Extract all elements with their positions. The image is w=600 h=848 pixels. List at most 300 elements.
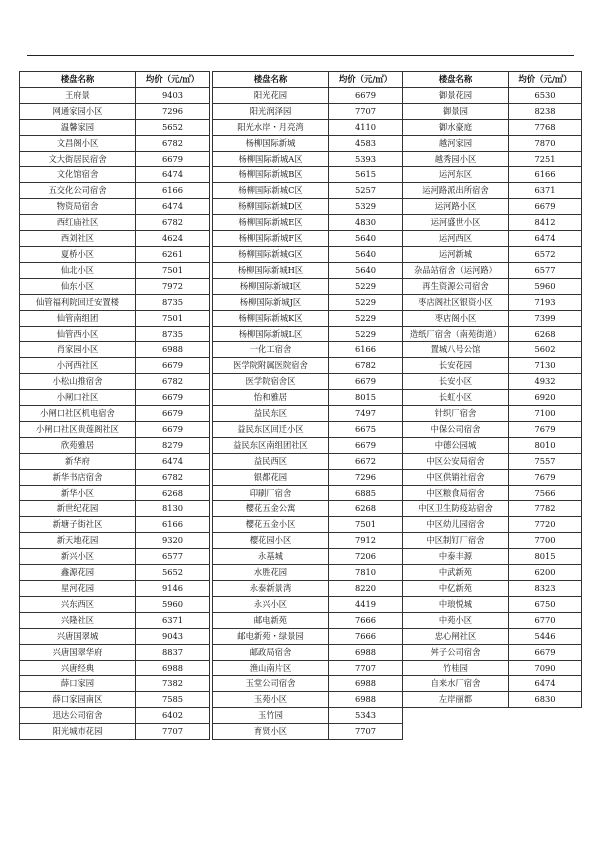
average-price: 7206 <box>329 549 403 565</box>
table-row <box>213 596 403 612</box>
estate-name: 一化工宿舍 <box>213 342 329 358</box>
table-row <box>20 406 210 422</box>
table-row <box>213 183 403 199</box>
table-row <box>403 453 582 469</box>
table-row <box>213 676 403 692</box>
estate-name: 益民东区南组团社区 <box>213 437 329 453</box>
average-price: 4583 <box>329 135 403 151</box>
average-price: 6474 <box>509 231 582 247</box>
estate-name: 长虹小区 <box>403 390 509 406</box>
average-price: 6750 <box>509 596 582 612</box>
table-row <box>20 87 210 103</box>
price-table-column-2 <box>212 71 403 740</box>
table-row <box>213 485 403 501</box>
header-name: 楼盘名称 <box>213 72 329 88</box>
average-price: 5960 <box>136 596 210 612</box>
table-row <box>213 565 403 581</box>
estate-name: 兴唐国翠城 <box>20 628 136 644</box>
average-price: 6782 <box>136 215 210 231</box>
average-price: 6679 <box>136 421 210 437</box>
average-price: 6577 <box>136 549 210 565</box>
average-price: 5640 <box>329 231 403 247</box>
estate-name: 再生资源公司宿舍 <box>403 278 509 294</box>
average-price: 4110 <box>329 119 403 135</box>
average-price: 7193 <box>509 294 582 310</box>
table-row <box>20 342 210 358</box>
table-row <box>403 215 582 231</box>
estate-name: 仙管西小区 <box>20 326 136 342</box>
table-row <box>403 421 582 437</box>
average-price: 5257 <box>329 183 403 199</box>
average-price: 6166 <box>509 167 582 183</box>
estate-name: 益民东区回迁小区 <box>213 421 329 437</box>
table-row <box>213 724 403 740</box>
estate-name: 杨柳国际新城E区 <box>213 215 329 231</box>
average-price: 8010 <box>509 437 582 453</box>
table-row <box>403 151 582 167</box>
average-price: 7296 <box>329 469 403 485</box>
table-row <box>20 469 210 485</box>
table-row <box>213 692 403 708</box>
table-row <box>20 135 210 151</box>
average-price: 6261 <box>136 246 210 262</box>
table-row <box>213 612 403 628</box>
average-price: 6679 <box>136 358 210 374</box>
average-price: 6474 <box>136 167 210 183</box>
average-price: 7399 <box>509 310 582 326</box>
estate-name: 中区供销社宿舍 <box>403 469 509 485</box>
estate-name: 怡和雅居 <box>213 390 329 406</box>
estate-name: 杨柳国际新城J区 <box>213 294 329 310</box>
table-row <box>403 533 582 549</box>
estate-name: 育贤小区 <box>213 724 329 740</box>
average-price: 6679 <box>329 87 403 103</box>
estate-name: 新塘子街社区 <box>20 517 136 533</box>
estate-name: 越秀园小区 <box>403 151 509 167</box>
estate-name: 邮电新苑 <box>213 612 329 628</box>
table-row <box>20 660 210 676</box>
average-price: 7720 <box>509 517 582 533</box>
estate-name: 银都花园 <box>213 469 329 485</box>
table-row <box>20 676 210 692</box>
table-row <box>403 517 582 533</box>
estate-name: 小闸口社区贵莲阁社区 <box>20 421 136 437</box>
estate-name: 运河路小区 <box>403 199 509 215</box>
table-row <box>403 644 582 660</box>
estate-name: 鑫源花园 <box>20 565 136 581</box>
average-price: 7707 <box>329 103 403 119</box>
estate-name: 渔山南片区 <box>213 660 329 676</box>
average-price: 4419 <box>329 596 403 612</box>
average-price: 6166 <box>136 183 210 199</box>
table-row <box>403 199 582 215</box>
average-price: 6988 <box>136 660 210 676</box>
estate-name: 运河盛世小区 <box>403 215 509 231</box>
average-price: 7090 <box>509 660 582 676</box>
table-row <box>403 581 582 597</box>
estate-name: 新世纪花园 <box>20 501 136 517</box>
estate-name: 运河路派出所宿舍 <box>403 183 509 199</box>
average-price: 6988 <box>329 676 403 692</box>
average-price: 4624 <box>136 231 210 247</box>
table-row <box>213 549 403 565</box>
estate-name: 邮电新苑・绿景园 <box>213 628 329 644</box>
average-price: 8279 <box>136 437 210 453</box>
average-price: 4830 <box>329 215 403 231</box>
estate-name: 樱花五金公寓 <box>213 501 329 517</box>
estate-name: 仙北小区 <box>20 262 136 278</box>
estate-name: 玉堂公司宿舍 <box>213 676 329 692</box>
estate-name: 枣店阁社区银资小区 <box>403 294 509 310</box>
estate-name: 运河东区 <box>403 167 509 183</box>
average-price: 5652 <box>136 565 210 581</box>
table-row <box>213 310 403 326</box>
table-row <box>213 660 403 676</box>
average-price: 8735 <box>136 294 210 310</box>
table-row <box>213 87 403 103</box>
table-header-row <box>213 72 403 88</box>
average-price: 5602 <box>509 342 582 358</box>
estate-name: 长安小区 <box>403 374 509 390</box>
table-row <box>213 342 403 358</box>
average-price: 8130 <box>136 501 210 517</box>
estate-name: 中保公司宿舍 <box>403 421 509 437</box>
average-price: 6782 <box>136 135 210 151</box>
estate-name: 永基城 <box>213 549 329 565</box>
estate-name: 文化馆宿舍 <box>20 167 136 183</box>
table-row <box>403 469 582 485</box>
table-row <box>403 596 582 612</box>
table-row <box>20 231 210 247</box>
estate-name: 忠心闸社区 <box>403 628 509 644</box>
table-row <box>213 246 403 262</box>
estate-name: 兴唐经典 <box>20 660 136 676</box>
table-row <box>213 326 403 342</box>
table-row <box>20 724 210 740</box>
average-price: 7251 <box>509 151 582 167</box>
estate-name: 西刘社区 <box>20 231 136 247</box>
table-row <box>213 421 403 437</box>
table-row <box>403 358 582 374</box>
average-price: 5229 <box>329 278 403 294</box>
average-price: 6572 <box>509 246 582 262</box>
average-price: 8220 <box>329 581 403 597</box>
average-price: 6782 <box>136 374 210 390</box>
table-row <box>403 501 582 517</box>
header-name: 楼盘名称 <box>20 72 136 88</box>
average-price: 7566 <box>509 485 582 501</box>
average-price: 7870 <box>509 135 582 151</box>
table-row <box>403 326 582 342</box>
average-price: 7557 <box>509 453 582 469</box>
table-row <box>20 294 210 310</box>
table-row <box>20 628 210 644</box>
estate-name: 温馨家园 <box>20 119 136 135</box>
average-price: 6530 <box>509 87 582 103</box>
average-price: 5229 <box>329 294 403 310</box>
average-price: 7707 <box>136 724 210 740</box>
estate-name: 阳光花园 <box>213 87 329 103</box>
average-price: 6782 <box>329 358 403 374</box>
estate-name: 兴唐国翠华府 <box>20 644 136 660</box>
table-row <box>20 374 210 390</box>
estate-name: 王府景 <box>20 87 136 103</box>
average-price: 7972 <box>136 278 210 294</box>
estate-name: 小闸口社区 <box>20 390 136 406</box>
table-header-row <box>403 72 582 88</box>
table-row <box>20 453 210 469</box>
estate-name: 樱花五金小区 <box>213 517 329 533</box>
estate-name: 杨柳国际新城G区 <box>213 246 329 262</box>
average-price: 6988 <box>136 342 210 358</box>
estate-name: 中德公园城 <box>403 437 509 453</box>
table-row <box>403 390 582 406</box>
table-row <box>20 310 210 326</box>
table-row <box>20 612 210 628</box>
average-price: 6679 <box>509 644 582 660</box>
estate-name: 薛口家园 <box>20 676 136 692</box>
estate-name: 水胜花园 <box>213 565 329 581</box>
average-price: 5393 <box>329 151 403 167</box>
average-price: 7768 <box>509 119 582 135</box>
average-price: 8837 <box>136 644 210 660</box>
average-price: 9043 <box>136 628 210 644</box>
average-price: 5615 <box>329 167 403 183</box>
average-price: 6679 <box>136 151 210 167</box>
table-row <box>213 437 403 453</box>
estate-name: 玉竹园 <box>213 708 329 724</box>
average-price: 7130 <box>509 358 582 374</box>
average-price: 7296 <box>136 103 210 119</box>
average-price: 7501 <box>136 262 210 278</box>
estate-name: 御景园 <box>403 103 509 119</box>
table-row <box>213 215 403 231</box>
table-row <box>213 167 403 183</box>
table-row <box>213 199 403 215</box>
top-rule <box>27 55 574 56</box>
table-row <box>20 517 210 533</box>
average-price: 6679 <box>329 437 403 453</box>
average-price: 6672 <box>329 453 403 469</box>
estate-name: 中区幼儿园宿舍 <box>403 517 509 533</box>
average-price: 6679 <box>509 199 582 215</box>
average-price: 5329 <box>329 199 403 215</box>
estate-name: 枣店阁小区 <box>403 310 509 326</box>
table-row <box>20 215 210 231</box>
estate-name: 杨柳国际新城B区 <box>213 167 329 183</box>
average-price: 8015 <box>509 549 582 565</box>
estate-name: 杨柳国际新城D区 <box>213 199 329 215</box>
table-row <box>213 644 403 660</box>
table-header-row <box>20 72 210 88</box>
average-price: 8238 <box>509 103 582 119</box>
estate-name: 杨柳国际新城H区 <box>213 262 329 278</box>
table-row <box>403 183 582 199</box>
table-row <box>213 533 403 549</box>
table-row <box>20 708 210 724</box>
estate-name: 新华小区 <box>20 485 136 501</box>
estate-name: 新华府 <box>20 453 136 469</box>
table-row <box>20 644 210 660</box>
table-row <box>20 119 210 135</box>
estate-name: 兴东西区 <box>20 596 136 612</box>
table-row <box>20 581 210 597</box>
estate-name: 益民东区 <box>213 406 329 422</box>
table-row <box>213 406 403 422</box>
average-price: 6166 <box>136 517 210 533</box>
estate-name: 医学院宿舍区 <box>213 374 329 390</box>
estate-name: 小河西社区 <box>20 358 136 374</box>
average-price: 6402 <box>136 708 210 724</box>
estate-name: 益民西区 <box>213 453 329 469</box>
table-row <box>213 390 403 406</box>
average-price: 5446 <box>509 628 582 644</box>
table-row <box>403 565 582 581</box>
table-row <box>213 628 403 644</box>
average-price: 9146 <box>136 581 210 597</box>
estate-name: 御水豪庭 <box>403 119 509 135</box>
average-price: 7679 <box>509 469 582 485</box>
estate-name: 玉苑小区 <box>213 692 329 708</box>
estate-name: 长安花园 <box>403 358 509 374</box>
price-table-column-1 <box>19 71 210 740</box>
table-row <box>403 628 582 644</box>
estate-name: 杨柳国际新城I区 <box>213 278 329 294</box>
table-row <box>20 596 210 612</box>
table-row <box>20 421 210 437</box>
estate-name: 兴隆社区 <box>20 612 136 628</box>
estate-name: 中亿新苑 <box>403 581 509 597</box>
estate-name: 中苑小区 <box>403 612 509 628</box>
average-price: 7382 <box>136 676 210 692</box>
estate-name: 杨柳国际新城A区 <box>213 151 329 167</box>
table-row <box>403 485 582 501</box>
table-row <box>403 294 582 310</box>
estate-name: 小松山推宿舍 <box>20 374 136 390</box>
estate-name: 运河新城 <box>403 246 509 262</box>
table-row <box>20 278 210 294</box>
estate-name: 中区制钉厂宿舍 <box>403 533 509 549</box>
average-price: 7707 <box>329 724 403 740</box>
average-price: 6474 <box>509 676 582 692</box>
table-row <box>20 501 210 517</box>
average-price: 5229 <box>329 326 403 342</box>
average-price: 7912 <box>329 533 403 549</box>
average-price: 6988 <box>329 644 403 660</box>
table-row <box>20 326 210 342</box>
estate-name: 文大街居民宿舍 <box>20 151 136 167</box>
estate-name: 左岸丽都 <box>403 692 509 708</box>
table-row <box>403 549 582 565</box>
header-price: 均价（元/㎡） <box>329 72 403 88</box>
table-row <box>403 310 582 326</box>
estate-name: 仙管南组团 <box>20 310 136 326</box>
average-price: 6268 <box>136 485 210 501</box>
table-row <box>213 517 403 533</box>
average-price: 8412 <box>509 215 582 231</box>
estate-name: 杨柳国际新城F区 <box>213 231 329 247</box>
average-price: 7810 <box>329 565 403 581</box>
average-price: 6885 <box>329 485 403 501</box>
estate-name: 中区公安局宿舍 <box>403 453 509 469</box>
estate-name: 文昌阁小区 <box>20 135 136 151</box>
average-price: 5652 <box>136 119 210 135</box>
estate-name: 新天地花园 <box>20 533 136 549</box>
estate-name: 仙东小区 <box>20 278 136 294</box>
estate-name: 阳光城市花园 <box>20 724 136 740</box>
table-row <box>20 549 210 565</box>
estate-name: 五交化公司宿舍 <box>20 183 136 199</box>
table-row <box>213 294 403 310</box>
estate-name: 薛口家园南区 <box>20 692 136 708</box>
table-row <box>403 612 582 628</box>
table-row <box>403 135 582 151</box>
table-row <box>403 246 582 262</box>
table-row <box>20 167 210 183</box>
estate-name: 医学院附属医院宿舍 <box>213 358 329 374</box>
estate-name: 中区粮食局宿舍 <box>403 485 509 501</box>
estate-name: 中武新苑 <box>403 565 509 581</box>
estate-name: 运河西区 <box>403 231 509 247</box>
table-row <box>213 469 403 485</box>
table-row <box>20 262 210 278</box>
average-price: 7666 <box>329 628 403 644</box>
average-price: 5229 <box>329 310 403 326</box>
header-name: 楼盘名称 <box>403 72 509 88</box>
table-row <box>213 103 403 119</box>
table-row <box>403 692 582 708</box>
estate-name: 仙管福利院回迁安置楼 <box>20 294 136 310</box>
estate-name: 中琅悦城 <box>403 596 509 612</box>
average-price: 7501 <box>329 517 403 533</box>
estate-name: 中区卫生防疫站宿舍 <box>403 501 509 517</box>
table-row <box>20 565 210 581</box>
estate-name: 永兴小区 <box>213 596 329 612</box>
estate-name: 杨柳国际新城L区 <box>213 326 329 342</box>
table-row <box>20 358 210 374</box>
average-price: 7707 <box>329 660 403 676</box>
table-row <box>213 151 403 167</box>
estate-name: 新兴小区 <box>20 549 136 565</box>
estate-name: 印刷厂宿舍 <box>213 485 329 501</box>
average-price: 7100 <box>509 406 582 422</box>
average-price: 6268 <box>329 501 403 517</box>
average-price: 5640 <box>329 262 403 278</box>
table-row <box>403 119 582 135</box>
table-row <box>213 358 403 374</box>
header-price: 均价（元/㎡） <box>136 72 210 88</box>
table-row <box>403 374 582 390</box>
table-row <box>20 692 210 708</box>
average-price: 7585 <box>136 692 210 708</box>
table-row <box>403 676 582 692</box>
average-price: 6679 <box>329 374 403 390</box>
table-row <box>403 167 582 183</box>
table-row <box>403 342 582 358</box>
average-price: 8015 <box>329 390 403 406</box>
average-price: 6268 <box>509 326 582 342</box>
estate-name: 肖家园小区 <box>20 342 136 358</box>
table-row <box>20 485 210 501</box>
average-price: 7497 <box>329 406 403 422</box>
average-price: 9320 <box>136 533 210 549</box>
average-price: 7666 <box>329 612 403 628</box>
table-row <box>403 437 582 453</box>
average-price: 5640 <box>329 246 403 262</box>
table-row <box>213 231 403 247</box>
estate-name: 杨柳国际新城 <box>213 135 329 151</box>
average-price: 6675 <box>329 421 403 437</box>
